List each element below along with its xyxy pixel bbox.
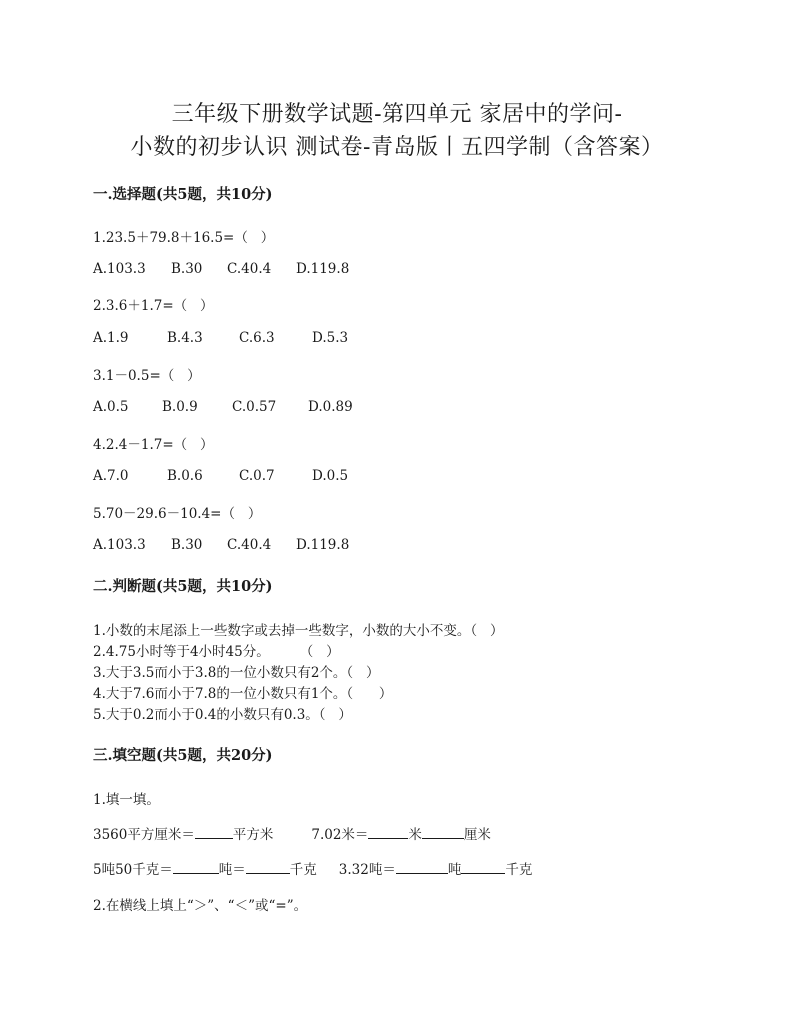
judgement-item-2: 2.4.75小时等于4小时45分。 （ ） (93, 644, 340, 660)
fill-text: 5吨50千克＝ (93, 862, 173, 878)
fill-text: 吨＝ (218, 862, 246, 878)
choice-question-5: 5.70－29.6－10.4=（ ） (93, 506, 262, 522)
answer-blank[interactable] (368, 826, 408, 839)
fill-text: 3560平方厘米＝ (93, 827, 195, 843)
fill-question-1: 1.填一填。 (93, 792, 160, 808)
fill-text: 千克 (505, 862, 533, 878)
option-c: C.0.57 (232, 399, 277, 415)
option-d: D.119.8 (296, 261, 350, 277)
option-d: D.119.8 (296, 537, 350, 553)
choice-question-4: 4.2.4－1.7=（ ） (93, 437, 214, 453)
choice-question-3: 3.1－0.5=（ ） (93, 368, 201, 384)
fill-row-1 (93, 823, 491, 843)
choice-question-2: 2.3.6＋1.7=（ ） (93, 298, 214, 314)
option-b: B.30 (171, 261, 203, 277)
option-d: D.5.3 (312, 330, 349, 346)
judgement-item-4: 4.大于7.6而小于7.8的一位小数只有1个。（ ） (93, 686, 393, 702)
fill-text: 7.02米＝ (311, 827, 369, 843)
option-d: D.0.89 (308, 399, 353, 415)
option-c: C.40.4 (227, 537, 272, 553)
fill-question-2: 2.在横线上填上“＞”、“＜”或“=”。 (93, 898, 308, 914)
fill-text: 米 (408, 827, 422, 843)
section-heading-fill: 三.填空题(共5题，共20分) (93, 747, 273, 764)
answer-blank[interactable] (246, 861, 290, 874)
option-c: C.6.3 (239, 330, 275, 346)
option-a: A.103.3 (93, 537, 146, 553)
title-line-1: 三年级下册数学试题-第四单元 家居中的学问- (171, 102, 623, 127)
option-b: B.30 (171, 537, 203, 553)
judgement-item-3: 3.大于3.5而小于3.8的一位小数只有2个。（ ） (93, 665, 380, 681)
option-c: C.0.7 (239, 468, 275, 484)
judgement-item-1: 1.小数的末尾添上一些数字或去掉一些数字，小数的大小不变。（ ） (93, 623, 504, 639)
option-a: A.103.3 (93, 261, 146, 277)
option-d: D.0.5 (312, 468, 349, 484)
option-a: A.7.0 (93, 468, 129, 484)
answer-blank[interactable] (422, 826, 464, 839)
title-line-2: 小数的初步认识 测试卷-青岛版丨五四学制（含答案） (130, 135, 664, 160)
judgement-item-5: 5.大于0.2而小于0.4的小数只有0.3。（ ） (93, 707, 352, 723)
fill-text: 厘米 (463, 827, 491, 843)
section-heading-judgement: 二.判断题(共5题，共10分) (93, 578, 273, 595)
option-a: A.0.5 (93, 399, 129, 415)
option-b: B.4.3 (167, 330, 203, 346)
answer-blank[interactable] (173, 861, 219, 874)
fill-text: 3.32吨＝ (338, 862, 396, 878)
option-a: A.1.9 (93, 330, 129, 346)
fill-text: 吨 (447, 862, 462, 878)
section-heading-choice: 一.选择题(共5题，共10分) (93, 186, 273, 203)
option-b: B.0.6 (167, 468, 203, 484)
fill-text: 千克 (289, 862, 317, 878)
choice-question-1: 1.23.5＋79.8＋16.5=（ ） (93, 230, 275, 246)
fill-row-2 (93, 858, 532, 878)
answer-blank[interactable] (396, 861, 448, 874)
fill-text: 平方米 (232, 827, 274, 843)
option-c: C.40.4 (227, 261, 272, 277)
answer-blank[interactable] (461, 861, 505, 874)
option-b: B.0.9 (162, 399, 198, 415)
answer-blank[interactable] (195, 826, 233, 839)
